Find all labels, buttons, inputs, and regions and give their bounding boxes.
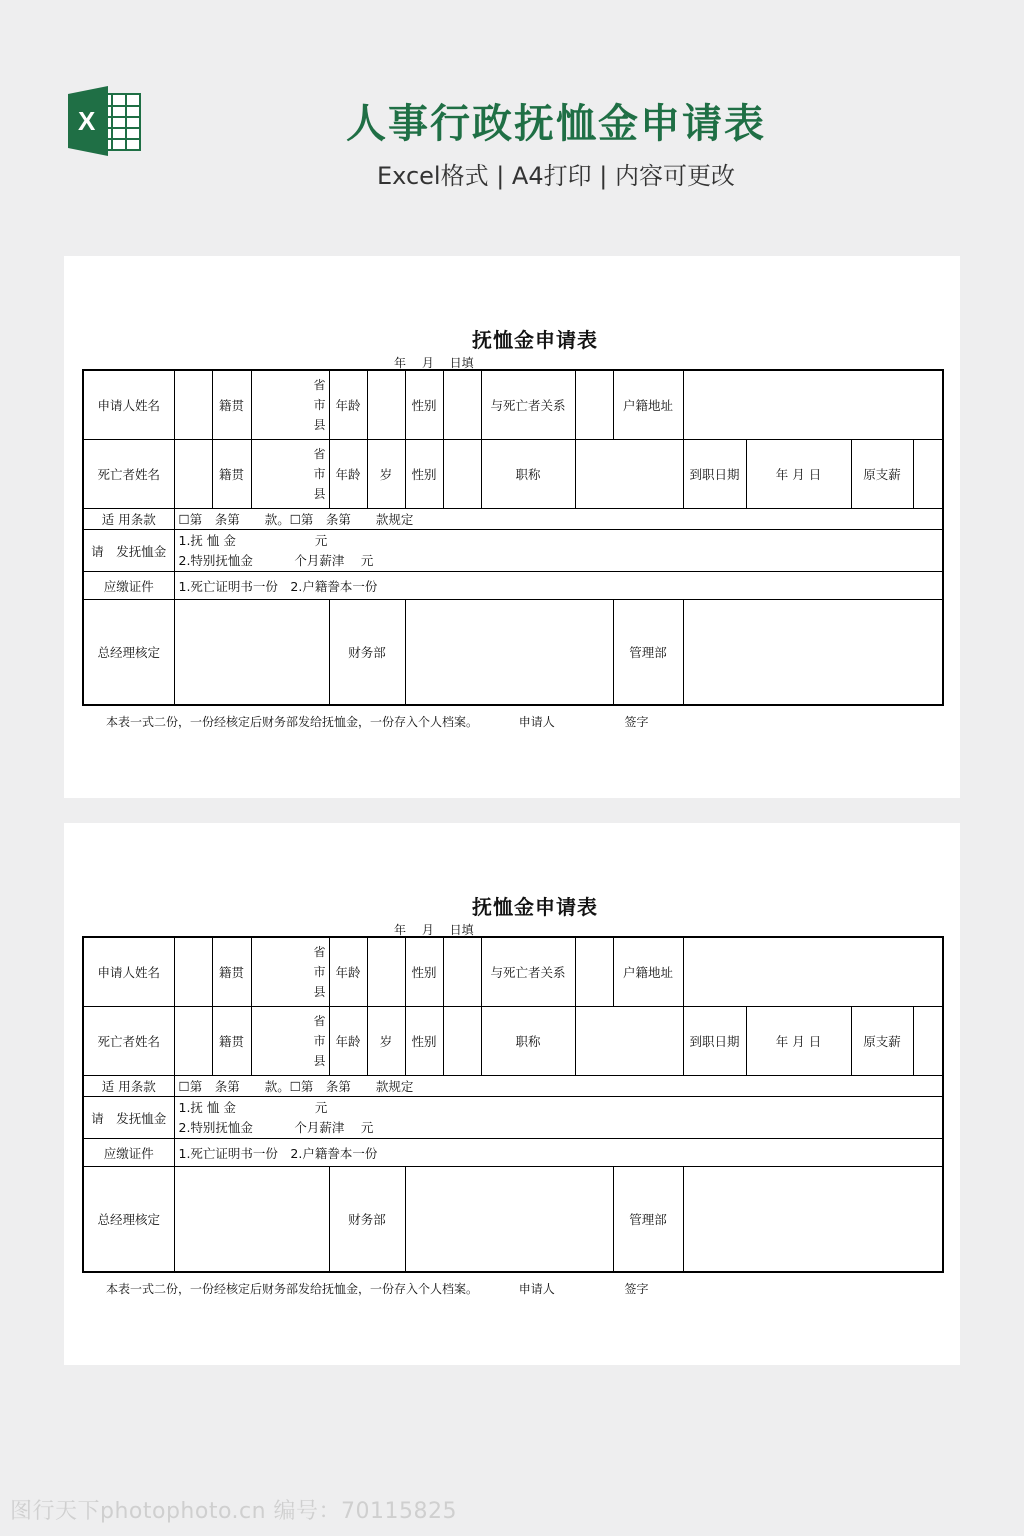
required-documents-value: 1.死亡证明书一份 2.户籍誊本一份 xyxy=(174,572,943,600)
application-form-table xyxy=(82,936,944,1273)
hire-date-input[interactable]: 年 月 日 xyxy=(746,1007,851,1076)
finance-input[interactable] xyxy=(405,1167,613,1273)
native-place-label: 籍贯 xyxy=(212,937,251,1007)
applicant-name-label: 申请人姓名 xyxy=(83,937,174,1007)
age-input[interactable] xyxy=(367,937,405,1007)
deceased-name-input[interactable] xyxy=(174,1007,212,1076)
gender-input[interactable] xyxy=(443,1007,481,1076)
job-title-label: 职称 xyxy=(481,1007,575,1076)
age-label: 年龄 xyxy=(329,937,367,1007)
finance-label: 财务部 xyxy=(329,1167,405,1273)
form-sheet-2 xyxy=(64,823,960,1365)
household-address-label: 户籍地址 xyxy=(613,937,683,1007)
page-subtitle: Excel格式 | A4打印 | 内容可更改 xyxy=(377,162,735,190)
native-place-label: 籍贯 xyxy=(212,440,251,509)
management-input[interactable] xyxy=(683,1167,943,1273)
required-documents-label: 应缴证件 xyxy=(83,572,174,600)
relation-label: 与死亡者关系 xyxy=(481,937,575,1007)
page-title: 人事行政抚恤金申请表 xyxy=(346,101,766,147)
gender-input[interactable] xyxy=(443,937,481,1007)
deceased-name-label: 死亡者姓名 xyxy=(83,440,174,509)
age-label: 年龄 xyxy=(329,370,367,440)
form-title: 抚恤金申请表 xyxy=(472,328,598,352)
gender-label: 性别 xyxy=(405,440,443,509)
gender-label: 性别 xyxy=(405,937,443,1007)
native-place-input[interactable]: 省 市 县 xyxy=(251,1007,329,1076)
excel-logo-letter: X xyxy=(78,106,96,136)
application-form-table xyxy=(82,369,944,706)
excel-icon xyxy=(66,86,142,156)
gm-approval-input[interactable] xyxy=(174,1167,329,1273)
age-input[interactable] xyxy=(367,370,405,440)
age-label: 年龄 xyxy=(329,1007,367,1076)
required-documents-value: 1.死亡证明书一份 2.户籍誊本一份 xyxy=(174,1139,943,1167)
job-title-input[interactable] xyxy=(575,440,683,509)
pension-request-input[interactable]: 1.抚 恤 金 元 2.特别抚恤金 个月薪津 元 xyxy=(174,1097,943,1139)
applicable-clause-input[interactable]: ☐第 条第 款。☐第 条第 款规定 xyxy=(174,509,943,530)
form-title: 抚恤金申请表 xyxy=(472,895,598,919)
applicant-name-label: 申请人姓名 xyxy=(83,370,174,440)
applicable-clause-input[interactable]: ☐第 条第 款。☐第 条第 款规定 xyxy=(174,1076,943,1097)
header xyxy=(0,0,1024,230)
household-address-label: 户籍地址 xyxy=(613,370,683,440)
original-salary-label: 原支薪 xyxy=(851,1007,913,1076)
gender-input[interactable] xyxy=(443,370,481,440)
native-place-label: 籍贯 xyxy=(212,1007,251,1076)
age-unit[interactable]: 岁 xyxy=(367,440,405,509)
pension-request-input[interactable]: 1.抚 恤 金 元 2.特别抚恤金 个月薪津 元 xyxy=(174,530,943,572)
household-address-input[interactable] xyxy=(683,370,943,440)
gm-approval-label: 总经理核定 xyxy=(83,1167,174,1273)
relation-input[interactable] xyxy=(575,937,613,1007)
native-place-input[interactable]: 省 市 县 xyxy=(251,937,329,1007)
watermark: 图行天下photophoto.cn 编号：70115825 xyxy=(10,1499,458,1524)
original-salary-input[interactable] xyxy=(913,440,943,509)
pension-request-label: 请 发抚恤金 xyxy=(83,1097,174,1139)
date-line: 年 月 日填 xyxy=(394,356,474,370)
job-title-label: 职称 xyxy=(481,440,575,509)
gender-input[interactable] xyxy=(443,440,481,509)
required-documents-label: 应缴证件 xyxy=(83,1139,174,1167)
job-title-input[interactable] xyxy=(575,1007,683,1076)
management-label: 管理部 xyxy=(613,1167,683,1273)
original-salary-input[interactable] xyxy=(913,1007,943,1076)
gm-approval-input[interactable] xyxy=(174,600,329,706)
applicant-name-input[interactable] xyxy=(174,937,212,1007)
gender-label: 性别 xyxy=(405,1007,443,1076)
relation-input[interactable] xyxy=(575,370,613,440)
management-input[interactable] xyxy=(683,600,943,706)
hire-date-input[interactable]: 年 月 日 xyxy=(746,440,851,509)
deceased-name-label: 死亡者姓名 xyxy=(83,1007,174,1076)
deceased-name-input[interactable] xyxy=(174,440,212,509)
finance-input[interactable] xyxy=(405,600,613,706)
finance-label: 财务部 xyxy=(329,600,405,706)
date-line: 年 月 日填 xyxy=(394,923,474,937)
native-place-input[interactable]: 省 市 县 xyxy=(251,440,329,509)
household-address-input[interactable] xyxy=(683,937,943,1007)
footer-note: 本表一式二份，一份经核定后财务部发给抚恤金，一份存入个人档案。 申请人 签字 xyxy=(106,715,649,729)
applicant-name-input[interactable] xyxy=(174,370,212,440)
age-unit[interactable]: 岁 xyxy=(367,1007,405,1076)
original-salary-label: 原支薪 xyxy=(851,440,913,509)
hire-date-label: 到职日期 xyxy=(683,440,746,509)
relation-label: 与死亡者关系 xyxy=(481,370,575,440)
gm-approval-label: 总经理核定 xyxy=(83,600,174,706)
applicable-clause-label: 适 用条款 xyxy=(83,509,174,530)
footer-note: 本表一式二份，一份经核定后财务部发给抚恤金，一份存入个人档案。 申请人 签字 xyxy=(106,1282,649,1296)
hire-date-label: 到职日期 xyxy=(683,1007,746,1076)
applicable-clause-label: 适 用条款 xyxy=(83,1076,174,1097)
form-sheet-1 xyxy=(64,256,960,798)
pension-request-label: 请 发抚恤金 xyxy=(83,530,174,572)
gender-label: 性别 xyxy=(405,370,443,440)
management-label: 管理部 xyxy=(613,600,683,706)
native-place-label: 籍贯 xyxy=(212,370,251,440)
age-label: 年龄 xyxy=(329,440,367,509)
native-place-input[interactable]: 省 市 县 xyxy=(251,370,329,440)
